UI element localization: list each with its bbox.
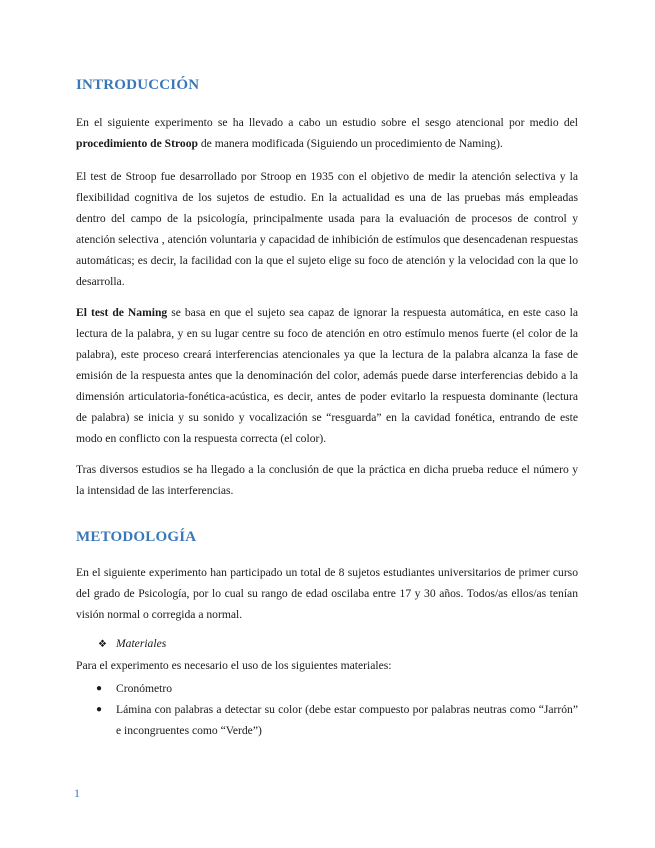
intro-p1-text-2: de manera modificada (Siguiendo un procedimiento de Naming). [197,137,503,150]
materials-list [76,678,578,741]
diamond-bullet-icon: ❖ [98,639,107,650]
list-item-text: Lámina con palabras a detectar su color (debe estar compuesto por palabras neutras como “Jarrón” e incongruentes como “Verde”) [116,703,578,737]
bullet-icon: ● [96,704,103,715]
bullet-icon: ● [96,683,103,694]
materials-subheading [98,635,166,654]
intro-p1-bold: procedimiento de Stroop [76,137,198,150]
intro-paragraph-1 [76,112,578,154]
list-item [76,699,578,741]
intro-p3-bold: El test de Naming [76,306,168,319]
materials-intro: Para el experimento es necesario el uso de los siguientes materiales: [76,659,392,672]
intro-paragraph-2: El test de Stroop fue desarrollado por Stroop en 1935 con el objetivo de medir la atención selectiva y la flexibilidad cognitiva de los sujetos de estudio. En la actualidad es una de las pruebas más empleadas dentro del campo de la psicología, principalmente usada para la evaluación de procesos de control y atención selectiva , atención voluntaria y capacidad de inhibición de estímulos que desencadenan respuestas automáticas; es decir, la facilidad con la que el sujeto elige su foco de atención y la velocidad con la que lo desarrolla. [76,170,578,288]
page-number: 1 [74,786,80,800]
method-paragraph-1: En el siguiente experimento han participado un total de 8 sujetos estudiantes universitarios de primer curso del grado de Psicología, por lo cual su rango de edad oscilaba entre 17 y 30 años. Todos/as ellos/as tenían visión normal o corregida a normal. [76,566,578,621]
method-heading: METODOLOGÍA [76,529,197,545]
intro-p3-text: se basa en que el sujeto sea capaz de ignorar la respuesta automática, en este caso la lectura de la palabra, y en su lugar centre su foco de atención en otro estímulo menos fuerte (el color de la palabra), este proceso creará interferencias atencionales ya que la lectura de la palabra alcanza la fase de emisión de la respuesta antes que la denominación del color, además puede darse interferencias debido a la dimensión articulatoria-fonética-acústica, es decir, antes de poder evitarlo la respuesta dominante (lectura de palabra) se inicia y su sonido y vocalización se “resguarda” en la cavidad fonética, entrando de este modo en conflicto con la respuesta correcta (el color). [76,306,578,445]
intro-heading: INTRODUCCIÓN [76,77,200,93]
list-item-text: Cronómetro [116,682,173,695]
list-item [76,678,578,699]
materials-subheading-text: Materiales [116,637,167,650]
intro-paragraph-4: Tras diversos estudios se ha llegado a la conclusión de que la práctica en dicha prueba reduce el número y la intensidad de las interferencias. [76,463,578,497]
intro-paragraph-3 [76,302,578,449]
intro-p1-text-1: En el siguiente experimento se ha llevado a cabo un estudio sobre el sesgo atencional por medio del [76,116,578,129]
